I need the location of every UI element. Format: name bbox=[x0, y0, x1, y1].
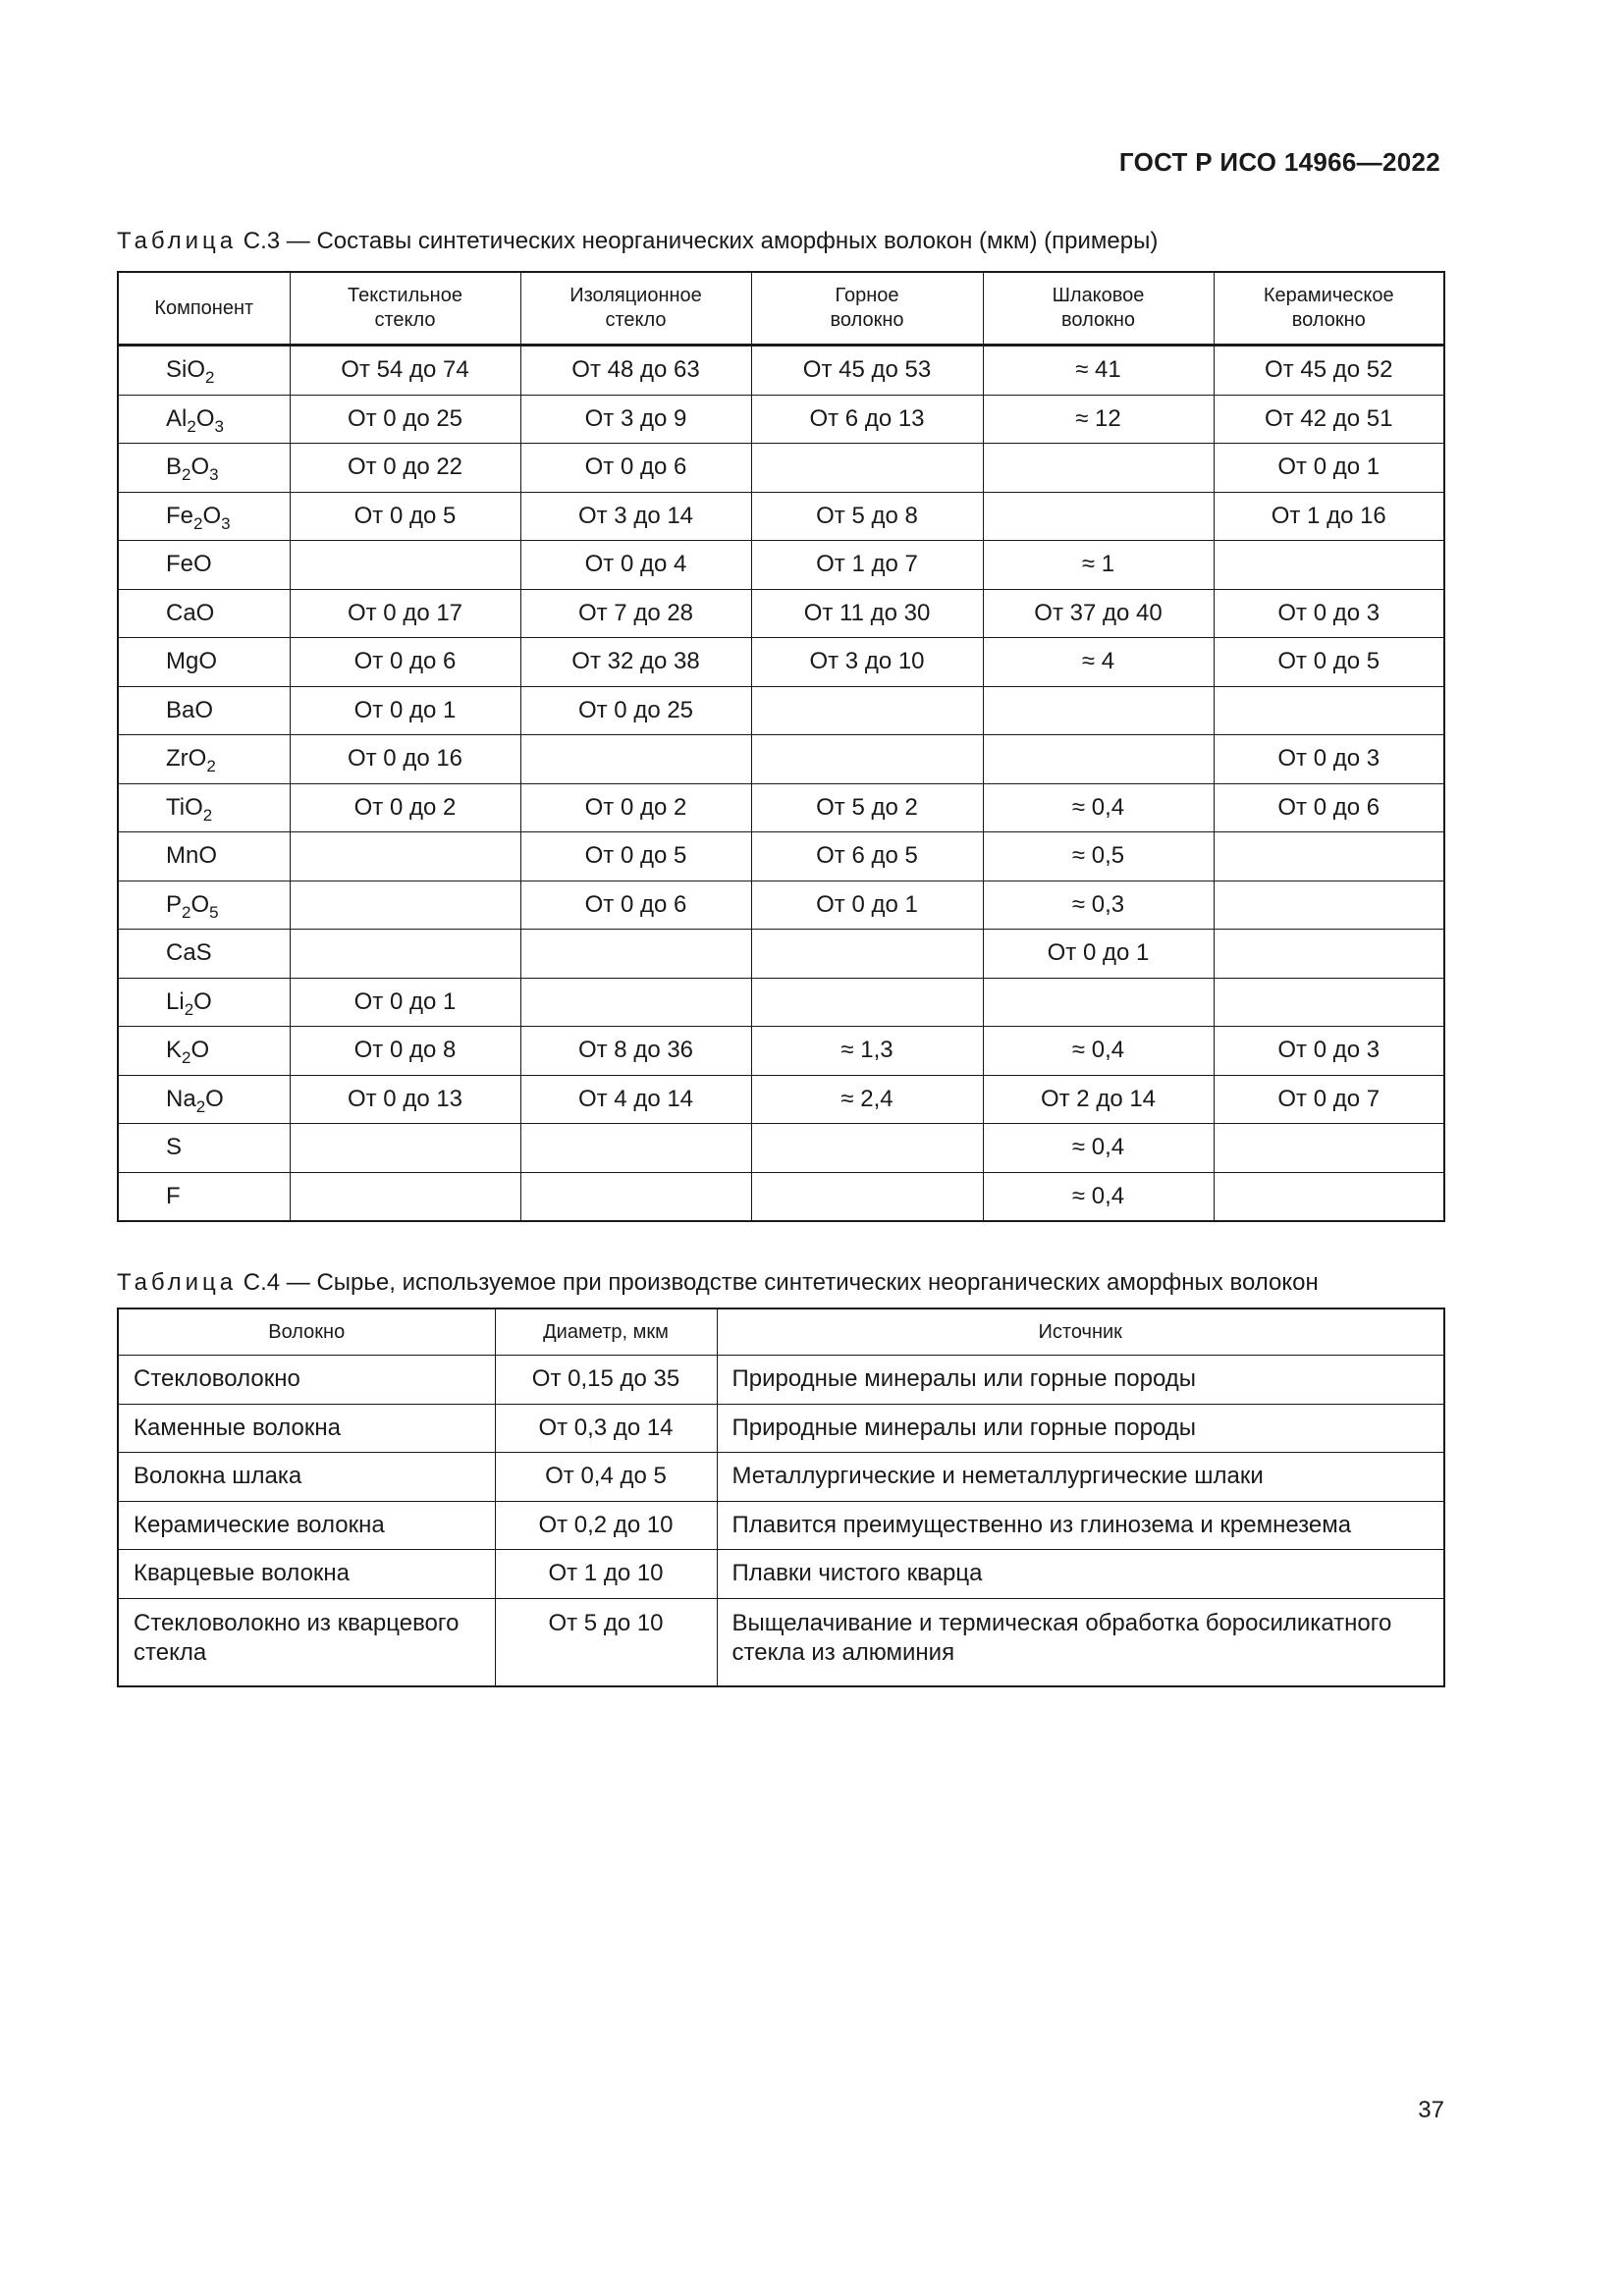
table-c3-header-text: Керамическое волокно bbox=[1263, 285, 1394, 331]
formula-part: O bbox=[190, 454, 210, 481]
formula-part: O bbox=[190, 1037, 210, 1064]
value-cell bbox=[1214, 930, 1444, 979]
value-cell bbox=[290, 1124, 520, 1173]
value-cell: ≈ 41 bbox=[983, 346, 1214, 396]
component-cell bbox=[118, 832, 290, 881]
table-c3-row bbox=[118, 978, 1444, 1027]
table-c3 bbox=[117, 271, 1445, 1222]
value-cell: От 0 до 3 bbox=[1214, 735, 1444, 784]
formula-subscript: 2 bbox=[182, 465, 191, 485]
value-cell: От 0 до 17 bbox=[290, 589, 520, 638]
table-c4-row bbox=[118, 1550, 1444, 1599]
value-cell: От 8 до 36 bbox=[520, 1027, 751, 1076]
value-cell: От 3 до 10 bbox=[751, 638, 983, 687]
formula-part: O bbox=[190, 890, 210, 918]
formula-part: O bbox=[188, 745, 207, 773]
table-c3-row bbox=[118, 832, 1444, 881]
value-cell: От 1 до 16 bbox=[1214, 492, 1444, 541]
component-cell bbox=[118, 1124, 290, 1173]
formula-subscript: 2 bbox=[205, 368, 215, 388]
table-c3-row bbox=[118, 1027, 1444, 1076]
value-cell: От 3 до 9 bbox=[520, 395, 751, 444]
value-cell bbox=[520, 930, 751, 979]
component-cell bbox=[118, 930, 290, 979]
table-c3-header-cell bbox=[751, 272, 983, 346]
value-cell: От 48 до 63 bbox=[520, 346, 751, 396]
formula-part: Na bbox=[166, 1085, 196, 1112]
source-cell: Выщелачивание и термическая обработка боросиликатного стекла из алюминия bbox=[717, 1598, 1444, 1686]
value-cell bbox=[1214, 541, 1444, 590]
table-c3-row bbox=[118, 395, 1444, 444]
document-header: ГОСТ Р ИСО 14966—2022 bbox=[1118, 147, 1440, 177]
value-cell: От 0 до 5 bbox=[290, 492, 520, 541]
formula-subscript: 2 bbox=[206, 757, 216, 776]
table-c4-caption-prefix: Таблица bbox=[117, 1269, 238, 1296]
formula-part: O bbox=[185, 793, 203, 821]
value-cell: От 0 до 25 bbox=[290, 395, 520, 444]
value-cell: От 0 до 1 bbox=[290, 978, 520, 1027]
table-c4-caption-text: С.4 — Сырье, используемое при производстве синтетических неорганических аморфных волокон bbox=[237, 1269, 1319, 1296]
value-cell bbox=[751, 978, 983, 1027]
value-cell: От 5 до 8 bbox=[751, 492, 983, 541]
value-cell bbox=[290, 832, 520, 881]
formula-subscript: 5 bbox=[209, 902, 219, 922]
page-number: 37 bbox=[1418, 2097, 1444, 2123]
formula-part: MnO bbox=[166, 842, 218, 870]
value-cell: От 0 до 8 bbox=[290, 1027, 520, 1076]
formula-part: CaS bbox=[166, 939, 212, 967]
fiber-cell: Стекловолокно bbox=[118, 1356, 495, 1405]
formula-subscript: 2 bbox=[193, 513, 203, 533]
value-cell: От 11 до 30 bbox=[751, 589, 983, 638]
component-cell bbox=[118, 444, 290, 493]
value-cell: От 0 до 22 bbox=[290, 444, 520, 493]
diameter-cell: От 0,2 до 10 bbox=[495, 1501, 717, 1550]
formula-subscript: 2 bbox=[202, 805, 213, 825]
table-c3-header-text: Горное волокно bbox=[830, 285, 904, 331]
table-c3-header-cell bbox=[520, 272, 751, 346]
formula-part: O bbox=[205, 1085, 224, 1112]
formula-part: FeO bbox=[166, 551, 212, 578]
source-cell: Природные минералы или горные породы bbox=[717, 1404, 1444, 1453]
table-c3-row bbox=[118, 930, 1444, 979]
table-c3-header-row bbox=[118, 272, 1444, 346]
table-c3-header-text: Изоляционное стекло bbox=[569, 285, 702, 331]
table-c3-header-cell: Компонент bbox=[118, 272, 290, 346]
value-cell bbox=[1214, 1124, 1444, 1173]
formula-subscript: 2 bbox=[187, 416, 196, 436]
source-cell: Плавки чистого кварца bbox=[717, 1550, 1444, 1599]
table-c3-row bbox=[118, 686, 1444, 735]
table-c4-row bbox=[118, 1598, 1444, 1686]
value-cell bbox=[290, 881, 520, 930]
value-cell: От 0 до 5 bbox=[1214, 638, 1444, 687]
value-cell: От 0 до 7 bbox=[1214, 1075, 1444, 1124]
table-c4-row bbox=[118, 1356, 1444, 1405]
component-cell bbox=[118, 492, 290, 541]
value-cell bbox=[751, 686, 983, 735]
value-cell: От 0 до 3 bbox=[1214, 1027, 1444, 1076]
value-cell: ≈ 0,4 bbox=[983, 783, 1214, 832]
table-c3-row bbox=[118, 638, 1444, 687]
value-cell: От 0 до 16 bbox=[290, 735, 520, 784]
value-cell bbox=[983, 735, 1214, 784]
value-cell: От 0 до 4 bbox=[520, 541, 751, 590]
value-cell: От 37 до 40 bbox=[983, 589, 1214, 638]
value-cell bbox=[983, 978, 1214, 1027]
value-cell: От 1 до 7 bbox=[751, 541, 983, 590]
table-c3-header-cell bbox=[1214, 272, 1444, 346]
component-cell bbox=[118, 589, 290, 638]
diameter-cell: От 0,4 до 5 bbox=[495, 1453, 717, 1502]
table-c3-row bbox=[118, 1172, 1444, 1221]
value-cell bbox=[751, 930, 983, 979]
diameter-cell: От 5 до 10 bbox=[495, 1598, 717, 1686]
value-cell bbox=[751, 1124, 983, 1173]
value-cell: От 2 до 14 bbox=[983, 1075, 1214, 1124]
value-cell bbox=[983, 492, 1214, 541]
table-c4-header-cell: Источник bbox=[717, 1308, 1444, 1356]
value-cell bbox=[1214, 881, 1444, 930]
value-cell: От 7 до 28 bbox=[520, 589, 751, 638]
value-cell: От 0 до 25 bbox=[520, 686, 751, 735]
value-cell bbox=[1214, 978, 1444, 1027]
formula-part: O bbox=[202, 502, 222, 529]
value-cell: От 0 до 1 bbox=[1214, 444, 1444, 493]
value-cell bbox=[751, 735, 983, 784]
table-c3-caption-prefix: Таблица bbox=[117, 228, 238, 254]
value-cell: От 0 до 6 bbox=[520, 881, 751, 930]
fiber-cell: Керамические волокна bbox=[118, 1501, 495, 1550]
value-cell: От 0 до 6 bbox=[520, 444, 751, 493]
component-cell bbox=[118, 395, 290, 444]
value-cell: От 0 до 1 bbox=[983, 930, 1214, 979]
component-cell bbox=[118, 686, 290, 735]
table-c3-caption-text: С.3 — Составы синтетических неорганических аморфных волокон (мкм) (примеры) bbox=[237, 228, 1159, 254]
formula-subscript: 3 bbox=[221, 513, 231, 533]
formula-subscript: 2 bbox=[195, 1096, 206, 1116]
formula-part: O bbox=[195, 404, 215, 432]
formula-part: O bbox=[187, 356, 206, 384]
table-c3-row bbox=[118, 492, 1444, 541]
value-cell bbox=[1214, 1172, 1444, 1221]
formula-subscript: 2 bbox=[182, 902, 191, 922]
value-cell: От 6 до 13 bbox=[751, 395, 983, 444]
formula-part: Fe bbox=[166, 502, 194, 529]
value-cell bbox=[983, 444, 1214, 493]
diameter-cell: От 0,15 до 35 bbox=[495, 1356, 717, 1405]
table-c3-row bbox=[118, 783, 1444, 832]
formula-part: MgO bbox=[166, 648, 218, 675]
value-cell bbox=[520, 735, 751, 784]
value-cell bbox=[290, 1172, 520, 1221]
table-c3-row bbox=[118, 589, 1444, 638]
formula-part: Si bbox=[166, 356, 188, 384]
table-c4-header-row bbox=[118, 1308, 1444, 1356]
table-c3-row bbox=[118, 346, 1444, 396]
table-c3-row bbox=[118, 1124, 1444, 1173]
value-cell bbox=[751, 1172, 983, 1221]
value-cell: ≈ 0,4 bbox=[983, 1172, 1214, 1221]
value-cell: От 0 до 6 bbox=[1214, 783, 1444, 832]
table-c3-row bbox=[118, 541, 1444, 590]
value-cell: От 0 до 1 bbox=[290, 686, 520, 735]
table-c3-header-text: Текстильное стекло bbox=[348, 285, 462, 331]
formula-part: S bbox=[166, 1134, 183, 1161]
formula-subscript: 2 bbox=[182, 1048, 191, 1068]
formula-part: F bbox=[166, 1182, 181, 1209]
value-cell: От 54 до 74 bbox=[290, 346, 520, 396]
table-c4-header-cell: Диаметр, мкм bbox=[495, 1308, 717, 1356]
value-cell bbox=[1214, 686, 1444, 735]
formula-part: B bbox=[166, 454, 183, 481]
source-cell: Металлургические и неметаллургические шлаки bbox=[717, 1453, 1444, 1502]
component-cell bbox=[118, 541, 290, 590]
value-cell bbox=[520, 1124, 751, 1173]
value-cell: ≈ 12 bbox=[983, 395, 1214, 444]
value-cell: От 0 до 1 bbox=[751, 881, 983, 930]
fiber-cell: Волокна шлака bbox=[118, 1453, 495, 1502]
value-cell: От 5 до 2 bbox=[751, 783, 983, 832]
value-cell bbox=[520, 1172, 751, 1221]
value-cell: От 0 до 6 bbox=[290, 638, 520, 687]
value-cell: ≈ 1 bbox=[983, 541, 1214, 590]
table-c3-row bbox=[118, 881, 1444, 930]
value-cell: От 0 до 2 bbox=[290, 783, 520, 832]
formula-part: Zr bbox=[166, 745, 189, 773]
value-cell: От 32 до 38 bbox=[520, 638, 751, 687]
value-cell: От 0 до 5 bbox=[520, 832, 751, 881]
value-cell: ≈ 1,3 bbox=[751, 1027, 983, 1076]
component-cell bbox=[118, 735, 290, 784]
value-cell: ≈ 0,5 bbox=[983, 832, 1214, 881]
formula-part: Ti bbox=[166, 793, 186, 821]
value-cell: ≈ 2,4 bbox=[751, 1075, 983, 1124]
value-cell: ≈ 0,4 bbox=[983, 1027, 1214, 1076]
table-c4-caption bbox=[117, 1269, 1319, 1297]
value-cell: От 3 до 14 bbox=[520, 492, 751, 541]
formula-subscript: 3 bbox=[214, 416, 224, 436]
formula-subscript: 3 bbox=[209, 465, 219, 485]
table-c3-row bbox=[118, 444, 1444, 493]
value-cell bbox=[751, 444, 983, 493]
component-cell bbox=[118, 1172, 290, 1221]
component-cell bbox=[118, 1075, 290, 1124]
value-cell: От 6 до 5 bbox=[751, 832, 983, 881]
component-cell bbox=[118, 978, 290, 1027]
component-cell bbox=[118, 638, 290, 687]
table-c3-header-text: Шлаковое волокно bbox=[1052, 285, 1145, 331]
value-cell: От 0 до 13 bbox=[290, 1075, 520, 1124]
table-c4 bbox=[117, 1308, 1445, 1687]
value-cell: ≈ 0,3 bbox=[983, 881, 1214, 930]
fiber-cell: Кварцевые волокна bbox=[118, 1550, 495, 1599]
diameter-cell: От 1 до 10 bbox=[495, 1550, 717, 1599]
formula-part: K bbox=[166, 1037, 183, 1064]
fiber-cell: Стекловолокно из кварцевого стекла bbox=[118, 1598, 495, 1686]
table-c3-header-cell bbox=[290, 272, 520, 346]
source-cell: Плавится преимущественно из глинозема и кремнезема bbox=[717, 1501, 1444, 1550]
table-c4-row bbox=[118, 1501, 1444, 1550]
fiber-cell: Каменные волокна bbox=[118, 1404, 495, 1453]
value-cell bbox=[983, 686, 1214, 735]
table-c4-row bbox=[118, 1453, 1444, 1502]
value-cell: ≈ 4 bbox=[983, 638, 1214, 687]
formula-part: CaO bbox=[166, 599, 215, 626]
value-cell: От 45 до 53 bbox=[751, 346, 983, 396]
formula-part: P bbox=[166, 890, 183, 918]
component-cell bbox=[118, 881, 290, 930]
value-cell bbox=[290, 541, 520, 590]
component-cell bbox=[118, 1027, 290, 1076]
source-cell: Природные минералы или горные породы bbox=[717, 1356, 1444, 1405]
value-cell bbox=[290, 930, 520, 979]
formula-part: O bbox=[193, 988, 212, 1015]
table-c3-header-cell bbox=[983, 272, 1214, 346]
component-cell bbox=[118, 783, 290, 832]
table-c3-row bbox=[118, 735, 1444, 784]
formula-part: Al bbox=[166, 404, 188, 432]
value-cell: От 45 до 52 bbox=[1214, 346, 1444, 396]
diameter-cell: От 0,3 до 14 bbox=[495, 1404, 717, 1453]
table-c4-header-cell: Волокно bbox=[118, 1308, 495, 1356]
table-c4-row bbox=[118, 1404, 1444, 1453]
formula-part: BaO bbox=[166, 696, 214, 723]
value-cell: От 0 до 3 bbox=[1214, 589, 1444, 638]
value-cell: От 42 до 51 bbox=[1214, 395, 1444, 444]
formula-part: Li bbox=[166, 988, 185, 1015]
value-cell: ≈ 0,4 bbox=[983, 1124, 1214, 1173]
table-c3-row bbox=[118, 1075, 1444, 1124]
value-cell: От 4 до 14 bbox=[520, 1075, 751, 1124]
value-cell bbox=[1214, 832, 1444, 881]
value-cell: От 0 до 2 bbox=[520, 783, 751, 832]
value-cell bbox=[520, 978, 751, 1027]
table-c3-caption bbox=[117, 228, 1158, 255]
component-cell bbox=[118, 346, 290, 396]
formula-subscript: 2 bbox=[184, 999, 194, 1019]
